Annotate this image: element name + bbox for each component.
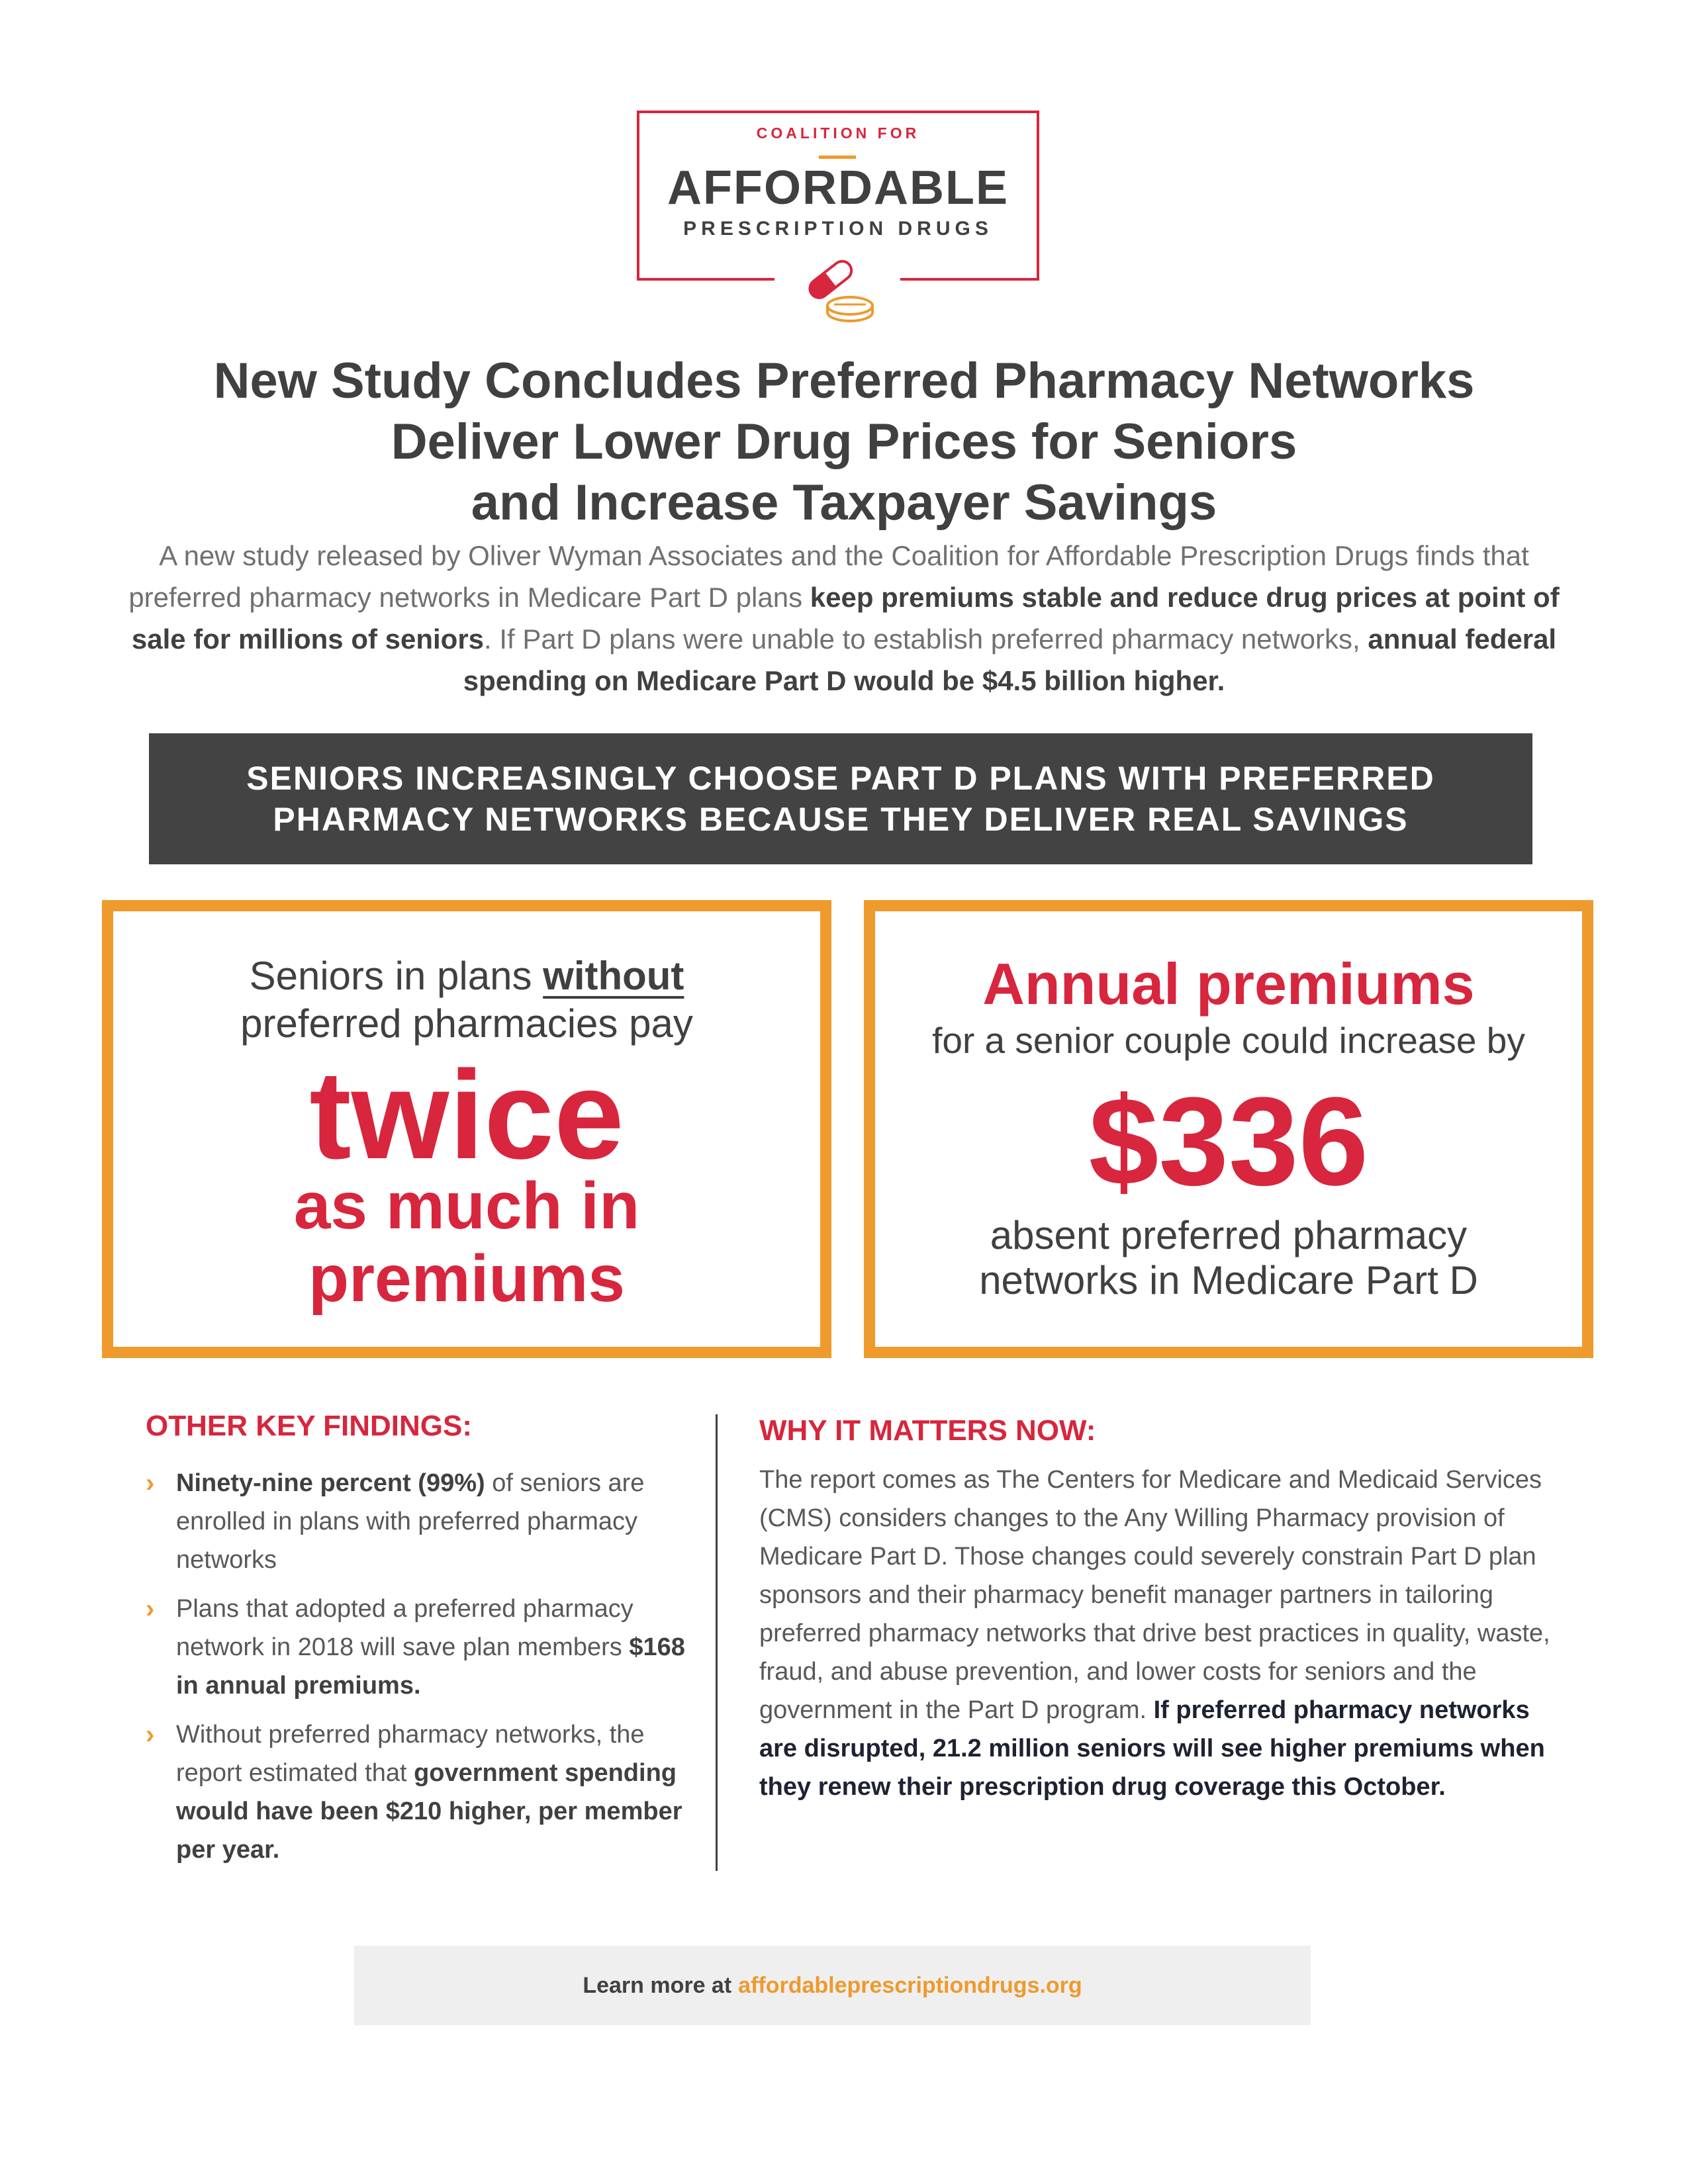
finding-text: Plans that adopted a preferred pharmacy network in 2018 will save plan members <box>176 1595 633 1661</box>
page-title <box>99 351 1589 533</box>
intro-text-2: . If Part D plans were unable to establish preferred pharmacy networks, <box>484 623 1368 655</box>
stat-right-line-2: networks in Medicare Part D <box>979 1258 1478 1302</box>
stat-left-big-word: twice <box>309 1045 624 1185</box>
why-text: The report comes as The Centers for Medicare and Medicaid Services (CMS) considers changes to the Any Willing Pharmacy provision of Medicare Part D. Those changes could severely constrain Part D plan sponsors and their pharmacy benefit manager partners in tailoring preferred pharmacy networks that drive best practices in quality, waste, fraud, and abuse prevention, and lower costs for seniors and the government in the Part D program. <box>759 1466 1550 1724</box>
finding-bold-tail: $168 in annual premiums. <box>176 1633 685 1700</box>
section-banner <box>149 733 1532 864</box>
findings-heading: OTHER KEY FINDINGS: <box>146 1410 473 1442</box>
chevron-right-icon: › <box>146 1720 155 1749</box>
finding-bold-tail: government spending would have been $210 higher, per member per year. <box>176 1759 682 1864</box>
stat-right-line-1: absent preferred pharmacy <box>990 1213 1468 1257</box>
stat-right-title: Annual premiums <box>982 951 1475 1017</box>
finding-bold-lead: Ninety-nine percent (99%) <box>176 1469 485 1497</box>
findings-list <box>146 1464 688 1880</box>
stat-box-336 <box>864 900 1593 1358</box>
intro-bold-2: annual federal spending on Medicare Part D would be $4.5 billion higher. <box>463 623 1557 696</box>
stat-left-emphasis: without <box>543 954 684 998</box>
footer-bar <box>354 1946 1311 2025</box>
why-heading: WHY IT MATTERS NOW: <box>759 1414 1096 1447</box>
headline-line-1: New Study Concludes Preferred Pharmacy Networks <box>213 353 1475 409</box>
stat-left-prefix: Seniors in plans <box>249 954 543 998</box>
intro-text-1: A new study released by Oliver Wyman Associates and the Coalition for Affordable Prescription Drugs finds that preferred pharmacy networks in Medicare Part D plans <box>128 540 1529 613</box>
logo-accent-dash <box>819 156 856 159</box>
why-paragraph <box>759 1461 1554 1806</box>
intro-bold-1: keep premiums stable and reduce drug prices at point of sale for millions of seniors <box>131 582 1560 655</box>
stat-right-amount: $336 <box>1088 1071 1369 1212</box>
stat-left-line-2: preferred pharmacies pay <box>240 1001 693 1046</box>
banner-line-1: SENIORS INCREASINGLY CHOOSE PART D PLANS WITH PREFERRED <box>246 760 1435 797</box>
footer-prefix: Learn more at <box>583 1972 732 1998</box>
stat-box-twice <box>102 900 831 1358</box>
why-bold-text: If preferred pharmacy networks are disrupted, 21.2 million seniors will see higher premiums when they renew their prescription drug coverage this October. <box>759 1696 1545 1801</box>
logo-prescription-drugs: PRESCRIPTION DRUGS <box>683 218 993 240</box>
headline-line-3: and Increase Taxpayer Savings <box>471 475 1217 531</box>
chevron-right-icon: › <box>146 1469 155 1498</box>
stat-right-subtitle: for a senior couple could increase by <box>932 1020 1525 1061</box>
stat-left-line-4: premiums <box>308 1242 625 1316</box>
finding-item <box>146 1464 688 1579</box>
footer-website-link[interactable]: affordableprescriptiondrugs.org <box>738 1972 1082 1998</box>
finding-item <box>146 1715 688 1869</box>
chevron-right-icon: › <box>146 1594 155 1623</box>
finding-item <box>146 1590 688 1705</box>
logo-coalition-for: COALITION FOR <box>756 124 920 142</box>
stat-left-line-1 <box>113 952 820 1000</box>
banner-line-2: PHARMACY NETWORKS BECAUSE THEY DELIVER REAL SAVINGS <box>273 801 1409 838</box>
stat-left-line-3: as much in <box>293 1169 640 1243</box>
intro-paragraph <box>99 535 1589 702</box>
finding-text: of seniors are enrolled in plans with preferred pharmacy networks <box>176 1469 645 1574</box>
pills-icon <box>794 251 880 324</box>
logo-affordable: AFFORDABLE <box>667 161 1009 214</box>
headline-line-2: Deliver Lower Drug Prices for Seniors <box>391 414 1297 470</box>
column-divider <box>716 1414 718 1871</box>
finding-text: Without preferred pharmacy networks, the report estimated that <box>176 1721 645 1787</box>
